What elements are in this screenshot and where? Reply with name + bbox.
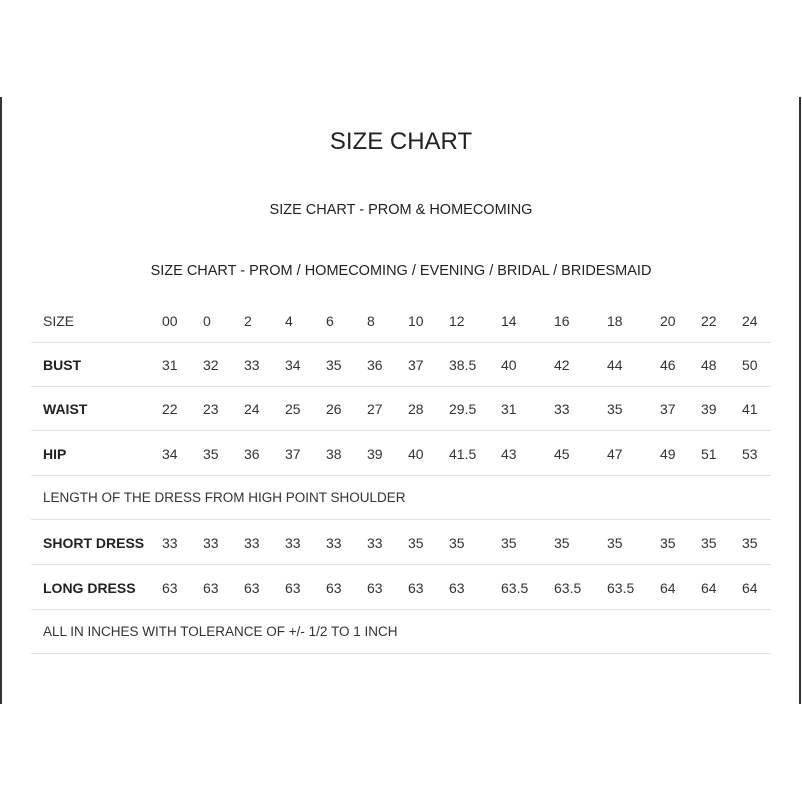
- row-label: SIZE: [43, 313, 75, 329]
- table-cell: 47: [607, 446, 623, 462]
- table-cell: 39: [701, 401, 717, 417]
- table-cell: 22: [162, 401, 178, 417]
- table-cell: 51: [701, 446, 717, 462]
- table-cell: 22: [701, 313, 717, 329]
- table-cell: 43: [501, 446, 517, 462]
- table-cell: 50: [742, 357, 758, 373]
- table-cell: 63: [326, 580, 342, 596]
- table-cell: 63.5: [554, 580, 582, 596]
- table-cell: 63.5: [501, 580, 529, 596]
- row-label: BUST: [43, 357, 82, 373]
- table-cell: 41.5: [449, 446, 477, 462]
- table-cell: 38.5: [449, 357, 477, 373]
- table-cell: 32: [203, 357, 219, 373]
- table-cell: 63: [408, 580, 424, 596]
- table-cell: 35: [742, 535, 758, 551]
- row-label: LONG DRESS: [43, 580, 136, 596]
- table-cell: 0: [203, 313, 211, 329]
- table-row-size: [31, 299, 771, 343]
- table-cell: 28: [408, 401, 424, 417]
- table-cell: 12: [449, 313, 465, 329]
- table-cell: 35: [408, 535, 424, 551]
- table-cell: 44: [607, 357, 623, 373]
- table-cell: 29.5: [449, 401, 477, 417]
- table-cell: 33: [244, 357, 260, 373]
- table-cell: 63.5: [607, 580, 635, 596]
- table-row-tolerance-note: [31, 610, 771, 654]
- table-cell: 6: [326, 313, 334, 329]
- table-cell: 10: [408, 313, 424, 329]
- table-cell: 2: [244, 313, 252, 329]
- table-row-short-dress: [31, 521, 771, 565]
- table-cell: 33: [244, 535, 260, 551]
- table-cell: 35: [607, 535, 623, 551]
- table-cell: 40: [501, 357, 517, 373]
- table-cell: 36: [244, 446, 260, 462]
- subtitle-prom-homecoming: SIZE CHART - PROM & HOMECOMING: [269, 202, 533, 218]
- table-cell: 35: [203, 446, 219, 462]
- row-label: WAIST: [43, 401, 88, 417]
- table-cell: 34: [285, 357, 301, 373]
- table-cell: 24: [244, 401, 260, 417]
- page-title: SIZE CHART: [329, 128, 473, 155]
- table-cell: 39: [367, 446, 383, 462]
- table-cell: 31: [501, 401, 517, 417]
- table-cell: 14: [501, 313, 517, 329]
- table-cell: 33: [203, 535, 219, 551]
- table-cell: 63: [162, 580, 178, 596]
- table-cell: 00: [162, 313, 178, 329]
- table-cell: 42: [554, 357, 570, 373]
- table-cell: 37: [408, 357, 424, 373]
- table-cell: 23: [203, 401, 219, 417]
- table-cell: 35: [449, 535, 465, 551]
- table-cell: 40: [408, 446, 424, 462]
- table-cell: 33: [162, 535, 178, 551]
- table-cell: 64: [701, 580, 717, 596]
- table-row-bust: [31, 343, 771, 387]
- table-cell: 25: [285, 401, 301, 417]
- table-cell: 35: [326, 357, 342, 373]
- table-cell: 33: [285, 535, 301, 551]
- table-cell: 53: [742, 446, 758, 462]
- table-cell: 4: [285, 313, 293, 329]
- table-cell: 35: [701, 535, 717, 551]
- table-cell: 34: [162, 446, 178, 462]
- table-cell: 41: [742, 401, 758, 417]
- table-cell: 20: [660, 313, 676, 329]
- table-cell: 35: [501, 535, 517, 551]
- table-cell: 31: [162, 357, 178, 373]
- table-cell: 64: [742, 580, 758, 596]
- table-cell: 18: [607, 313, 623, 329]
- table-cell: 26: [326, 401, 342, 417]
- table-cell: 36: [367, 357, 383, 373]
- row-label: SHORT DRESS: [43, 535, 145, 551]
- table-row-length-note: [31, 476, 771, 520]
- table-cell: 35: [554, 535, 570, 551]
- table-cell: 63: [449, 580, 465, 596]
- table-cell: 49: [660, 446, 676, 462]
- table-cell: 38: [326, 446, 342, 462]
- table-cell: 33: [326, 535, 342, 551]
- table-cell: 33: [367, 535, 383, 551]
- table-cell: 63: [285, 580, 301, 596]
- table-cell: 33: [554, 401, 570, 417]
- table-cell: 37: [285, 446, 301, 462]
- table-cell: 45: [554, 446, 570, 462]
- table-cell: 27: [367, 401, 383, 417]
- table-row-waist: [31, 387, 771, 431]
- table-cell: 24: [742, 313, 758, 329]
- subtitle-all-categories: SIZE CHART - PROM / HOMECOMING / EVENING / BRIDAL / BRIDESMAID: [150, 263, 652, 279]
- table-cell: 35: [607, 401, 623, 417]
- table-cell: 63: [244, 580, 260, 596]
- table-cell: 8: [367, 313, 375, 329]
- tolerance-note: ALL IN INCHES WITH TOLERANCE OF +/- 1/2 TO 1 INCH: [43, 624, 398, 639]
- length-note: LENGTH OF THE DRESS FROM HIGH POINT SHOULDER: [43, 490, 406, 505]
- table-cell: 37: [660, 401, 676, 417]
- table-row-hip: [31, 432, 771, 476]
- row-label: HIP: [43, 446, 67, 462]
- table-cell: 63: [367, 580, 383, 596]
- table-cell: 64: [660, 580, 676, 596]
- table-row-long-dress: [31, 566, 771, 610]
- table-cell: 48: [701, 357, 717, 373]
- table-cell: 63: [203, 580, 219, 596]
- table-cell: 16: [554, 313, 570, 329]
- table-cell: 35: [660, 535, 676, 551]
- table-cell: 46: [660, 357, 676, 373]
